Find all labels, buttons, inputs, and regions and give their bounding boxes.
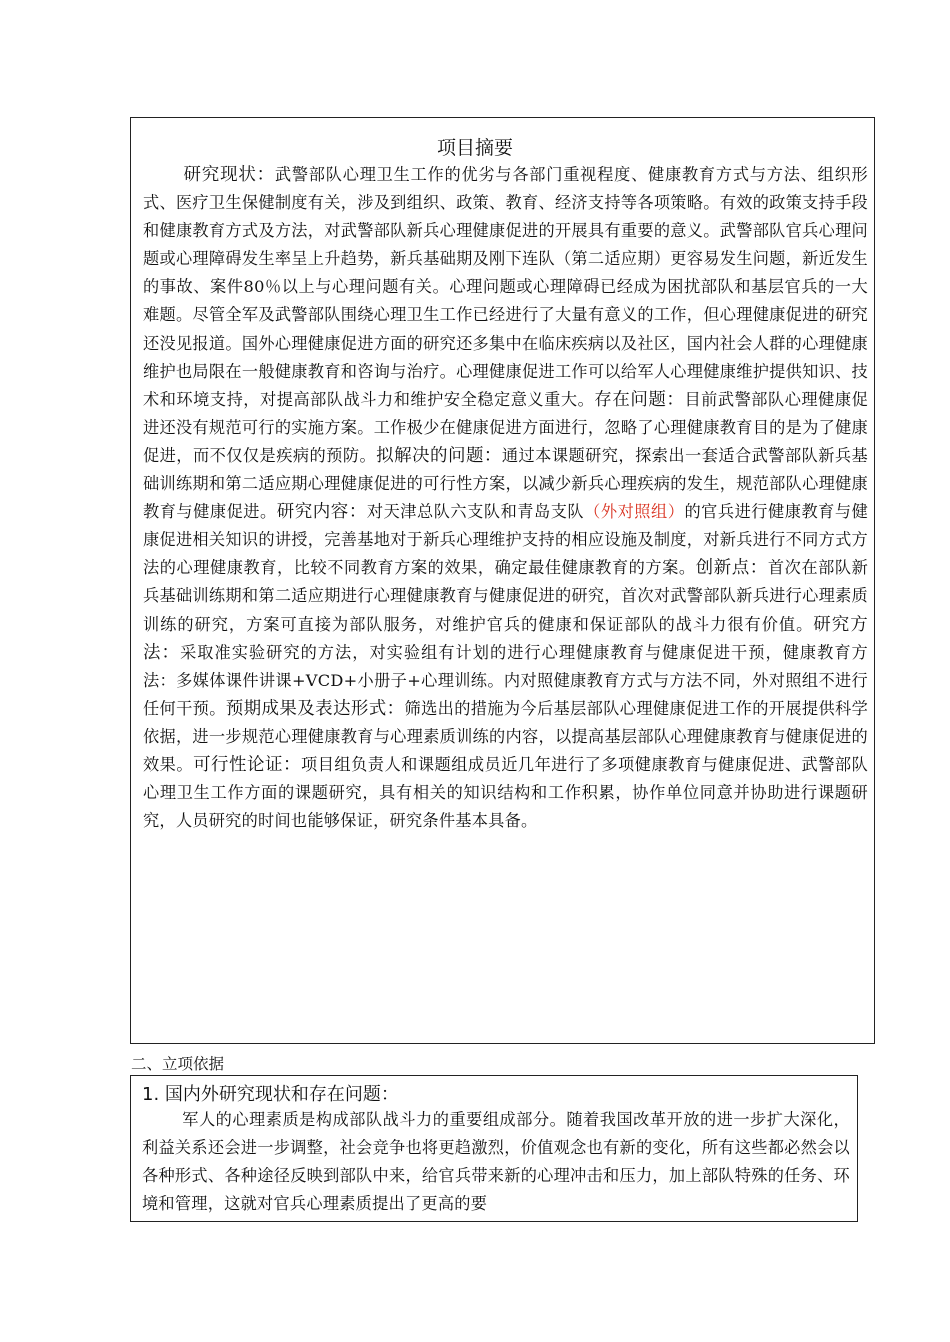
- content-label: 研究内容：: [276, 502, 367, 523]
- problem-text: 目前武警部队心理健康促进还没有规范可行的实施方案。工作极少在健康促进方面进行，忽略了心理健康教育目的是为了健康促进，而不仅仅是疾病的预防。: [143, 389, 869, 465]
- method-text: 采取准实验研究的方法，对实验组有计划的进行心理健康教育与健康促进干预，健康教育方法：多媒体课件讲课+VCD+小册子+心理训练。内对照健康教育方式与方法不同，外对照组不进行任何干预。: [143, 642, 868, 718]
- feasibility-label: 可行性论证：: [193, 754, 302, 775]
- solve-label: 拟解决的问题：: [376, 445, 502, 466]
- content-red-note: （外对照组）: [584, 502, 685, 522]
- basis-heading: 1. 国内外研究现状和存在问题：: [142, 1084, 399, 1105]
- section-title: 二、立项依据: [131, 1055, 225, 1073]
- status-text: 武警部队心理卫生工作的优劣与各部门重视程度、健康教育方式与方法、组织形式、医疗卫生保健制度有关，涉及到组织、政策、教育、经济支持等各项策略。有效的政策支持手段和健康教育方式及方法，对武警部队新兵心理健康促进的开展具有重要的意义。武警部队官兵心理问题或心理障碍发生率呈上升趋势，新兵基础期及刚下连队（第二适应期）更容易发生问题，新近发生的事故、案件80％以上与心理问题有关。心理问题或心理障碍已经成为困扰部队和基层官兵的一大难题。尽管全军及武警部队围绕心理卫生工作已经进行了大量有意义的工作，但心理健康促进的研究还没见报道。国外心理健康促进方面的研究还多集中在临床疾病以及社区，国内社会人群的心理健康维护也局限在一般健康教育和咨询与治疗。心理健康促进工作可以给军人心理健康维护提供知识、技术和环境支持，对提高部队战斗力和维护安全稳定意义重大。: [143, 165, 868, 409]
- outcome-label: 预期成果及表达形式：: [225, 698, 405, 719]
- innovation-text: 首次在部队新兵基础训练期和第二适应期进行心理健康教育与健康促进的研究，首次对武警部队新兵进行心理素质训练的研究，方案可直接为部队服务，对维护官兵的健康和保证部队的战斗力很有价值。: [143, 558, 869, 634]
- summary-body: [143, 161, 868, 835]
- problem-label: 存在问题：: [594, 389, 685, 410]
- method-label: 研究方法：: [143, 614, 868, 663]
- feasibility-text: 项目组负责人和课题组成员近几年进行了多项健康教育与健康促进、武警部队心理卫生工作方面的课题研究，具有相关的知识结构和工作积累，协作单位同意并协助进行课题研究，人员研究的时间也能够保证，研究条件基本具备。: [143, 754, 869, 831]
- solve-text: 通过本课题研究，探索出一套适合武警部队新兵基础训练期和第二适应期心理健康促进的可行性方案，以减少新兵心理疾病的发生，规范部队心理健康教育与健康促进。: [143, 445, 868, 522]
- summary-title: 项目摘要: [436, 137, 513, 159]
- basis-text: 军人的心理素质是构成部队战斗力的重要组成部分。随着我国改革开放的进一步扩大深化，利益关系还会进一步调整，社会竞争也将更趋激烈，价值观念也有新的变化，所有这些都必然会以各种形式、各种途径反映到部队中来，给官兵带来新的心理冲击和压力，加上部队特殊的任务、环境和管理，这就对官兵心理素质提出了更高的要: [142, 1110, 850, 1213]
- basis-body: [142, 1106, 850, 1218]
- content-text-1: 对天津总队六支队和青岛支队: [366, 502, 585, 522]
- status-label: 研究现状：: [183, 165, 275, 185]
- innovation-label: 创新点：: [695, 558, 768, 579]
- outcome-text: 筛选出的措施为今后基层部队心理健康促进工作的开展提供科学依据，进一步规范心理健康教育与心理素质训练的内容，以提高基层部队心理健康教育与健康促进的效果。: [143, 698, 869, 774]
- content-text-2: 的官兵进行健康教育与健康促进相关知识的讲授，完善基地对于新兵心理维护支持的相应设施及制度，对新兵进行不同方式方法的心理健康教育，比较不同教育方案的效果，确定最佳健康教育的方案。: [143, 502, 869, 578]
